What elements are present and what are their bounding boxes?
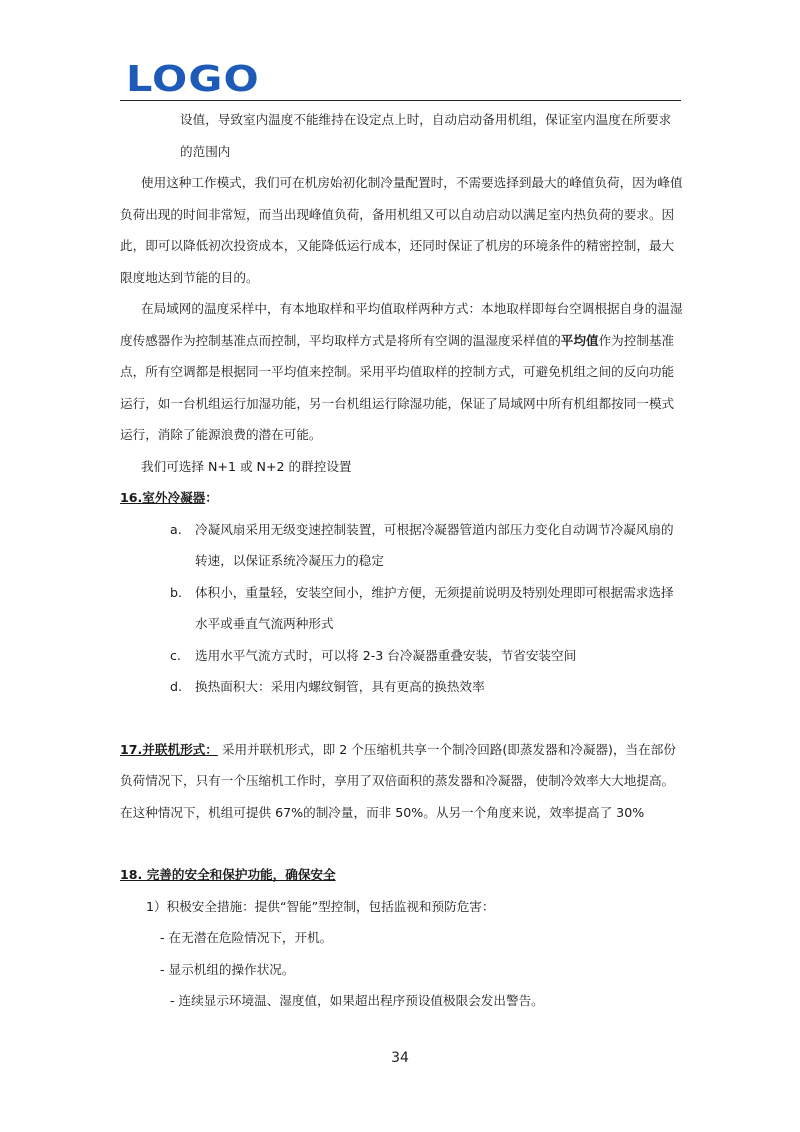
logo: LOGO [126,59,260,100]
section-18-title: 18. 完善的安全和保护功能，确保安全 [120,867,336,882]
paragraph-sampling-bold: 平均值 [560,332,599,348]
list-item-text: 选用水平气流方式时，可以将 2-3 台冷凝器重叠安装，节省安装空间 [195,647,577,663]
list-marker: c. [170,647,181,663]
section-17-paragraph [120,734,683,829]
section-18-line-4: - 连续显示环境温、湿度值，如果超出程序预设值极限会发出警告。 [170,993,544,1008]
list-item-text: 体积小，重量轻，安装空间小，维护方便，无须提前说明及特别处理即可根据需求选择水平或垂直气流两种形式 [195,584,674,631]
paragraph-sampling [120,293,683,451]
list-marker: d. [170,679,182,694]
page-number: 34 [391,1050,409,1066]
section-18-line-3: - 显示机组的操作状况。 [160,961,295,977]
list-item [120,671,683,703]
list-marker: a. [170,521,182,537]
list-item [120,514,683,577]
list-item-text: 冷凝风扇采用无级变速控制装置，可根据冷凝器管道内部压力变化自动调节冷凝风扇的转速，以保证系统冷凝压力的稳定 [195,521,674,568]
document-body [120,104,683,1017]
list-item [120,640,683,672]
paragraph-sampling-part1: 在局域网的温度采样中，有本地取样和平均值取样两种方式：本地取样即每台空调根据自身的温湿度传感器作为控制基准点而控制，平均取样方式是将所有空调的温湿度采样值的 [120,301,683,348]
header-divider [120,100,681,101]
paragraph-group-control: 我们可选择 N+1 或 N+2 的群控设置 [141,458,352,474]
section-18-heading [120,859,683,891]
list-item-text: 换热面积大：采用内螺纹铜管，具有更高的换热效率 [195,679,485,694]
section-18-line-1: 1）积极安全措施：提供“智能”型控制，包括监视和预防危害： [146,898,495,914]
section-17-text: 采用并联机形式，即 2 个压缩机共享一个制冷回路(即蒸发器和冷凝器)，当在部份负荷情况下，只有一个压缩机工作时，享用了双倍面积的蒸发器和冷凝器，使制冷效率大大地提高。在这种情况下，机组可提供 67%的制冷量，而非 50%。从另一个角度来说，效率提高了 30% [120,741,676,820]
section-17-title: 17.并联机形式： [120,741,218,757]
section-16-title: 16.室外冷凝器 [120,490,206,505]
continuation-paragraph: 设值，导致室内温度不能维持在设定点上时，自动启动备用机组，保证室内温度在所要求的范围内 [180,112,672,159]
list-item [120,577,683,640]
section-16-list [120,514,683,703]
paragraph-sampling-part2: 作为控制基准点，所有空调都是根据同一平均值来控制。采用平均值取样的控制方式，可避免机组之间的反向功能运行，如一台机组运行加湿功能，另一台机组运行除湿功能，保证了局域网中所有机组都按同一模式运行，消除了能源浪费的潜在可能。 [120,332,675,442]
section-18-line-2: - 在无潜在危险情况下，开机。 [160,930,333,945]
section-16-heading [120,482,683,514]
paragraph-work-mode: 使用这种工作模式，我们可在机房始初化制冷量配置时，不需要选择到最大的峰值负荷，因为峰值负荷出现的时间非常短，而当出现峰值负荷，备用机组又可以自动启动以满足室内热负荷的要求。因此，即可以降低初次投资成本，又能降低运行成本，还同时保证了机房的环境条件的精密控制，最大限度地达到节能的目的。 [120,175,683,285]
section-16-colon: ： [205,490,218,505]
list-marker: b. [170,584,182,600]
